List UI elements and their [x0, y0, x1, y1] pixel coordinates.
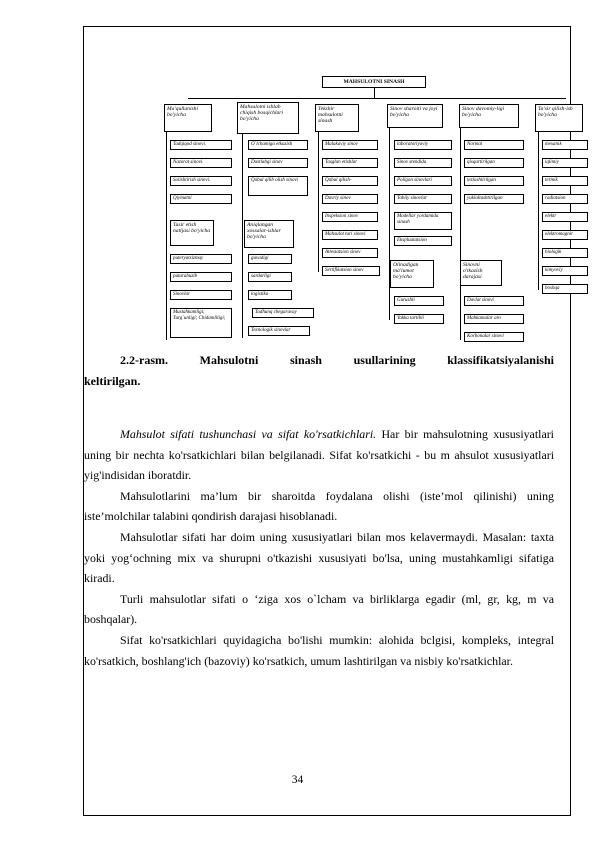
- col5-item: tezlashtirilgan: [464, 176, 524, 186]
- page-number: 34: [291, 774, 304, 786]
- col4-item: Modellar yordamida sinash: [394, 212, 452, 230]
- body-text: [84, 424, 554, 671]
- col2-item: Dastlabgi sinov: [248, 158, 308, 168]
- col6-item: iqlimiy: [542, 158, 588, 168]
- col5b-item: Davlat sinovi: [464, 296, 524, 306]
- col1-item: Qiymatni: [170, 194, 232, 204]
- classification-diagram: [160, 74, 592, 346]
- col6-item: termik: [542, 176, 588, 186]
- header-1: Ma'qullanishi bo'yicha: [164, 104, 212, 132]
- col4b-header: Olinadigan ma'lumot bo'yicha: [390, 260, 434, 288]
- col1b-header: Tasir etish natijasi bo'yicha: [170, 220, 214, 246]
- col1b-item: Mustahkamligi; Turg`unligi; Chidamliligi;: [170, 308, 232, 338]
- col2b-header: Aniqlangan xossalar-ishlar bo'yicha: [244, 220, 294, 248]
- paragraph-1-text: Har bir mahsulotning xususiyatlari uning bir nechta ko'rsatkichlari bilan belgilanadi. Sifat ko'rsatkichi - bu m ahsulot xususiyatlari yig'indisidan iboratdir.: [84, 427, 554, 483]
- col3-item: Inspeksion sinov: [322, 212, 378, 222]
- col6-item: elektromagnit: [542, 230, 588, 240]
- col3-item: Davriy sinov: [322, 194, 378, 204]
- col1-item: Nazorat sinovi.: [170, 158, 232, 168]
- figure-caption: [84, 350, 554, 391]
- header-5: Sinov davomiy-ligi bo'yicha: [459, 104, 519, 128]
- col3-item: Mahsulot turi sinovi: [322, 230, 378, 240]
- col6-item: biologik: [542, 248, 588, 258]
- col2-item: O`lchamiga etkazish: [248, 140, 308, 150]
- col1b-item: puturabuzib: [170, 272, 232, 282]
- col3-item: Qabul qilish-: [322, 176, 378, 186]
- col3-item: Sertifikatsion sinov: [322, 266, 380, 276]
- col4-item: Poligon sinovlari: [394, 176, 452, 186]
- col4-item: laboratoriyaviy: [394, 140, 452, 150]
- col1-item: Tadqiqod sinovi.: [170, 140, 232, 150]
- diagram-title: MAHSULOTNI SINASH: [322, 76, 426, 88]
- paragraph-2: Mahsulotlarini ma’lum bir sharoitda foydalana olishi (iste’mol qilinishi) uning iste’molchilar talabini qondirish darajasi hisoblanadi.: [84, 488, 554, 524]
- section-heading: Mahsulot sifati tushunchasi va sifat ko'rsatkichlari.: [120, 427, 377, 441]
- col4b-item: Yakka tartibli: [394, 314, 444, 324]
- col1b-item: puteryatsizmay: [170, 254, 232, 264]
- header-3: Tekshir mahsulotni sinash: [315, 104, 359, 132]
- col5b-item: Mahkamalar aro: [464, 314, 524, 324]
- col5b-header: Sinovni o'tkazish darajasi: [460, 260, 502, 286]
- col6-item: boshqa: [542, 284, 588, 294]
- col5-item: yuklaltashtirilgan: [464, 194, 524, 204]
- col1-item: Solishtirish sinovi.: [170, 176, 232, 186]
- col5-item: Normal: [464, 140, 524, 150]
- col2b-item: Tadhunq chegaravay: [252, 308, 314, 318]
- header-4: Sinov sharoiti va joyi bo'yicha: [387, 104, 443, 128]
- col4-item: Ekspluatatsion: [394, 236, 452, 246]
- col6-item: elektr: [542, 212, 588, 222]
- col3-item: Malakaviy sinov: [322, 140, 378, 150]
- col1b-item: Sinovlar: [170, 290, 232, 300]
- col2b-item: Texnologik sinovlar: [248, 326, 310, 336]
- paragraph-3: Mahsulotlar sifati har doim uning xususiyatlari bilan mos kelavermaydi. Masalan: taxta yoki yog‘ochning mix va shurupni o'tkazishi xususiyati bo'lsa, uning mustahkamligi sifatiga kiradi.: [84, 529, 554, 586]
- col5-item: qisqartirilgan: [464, 158, 524, 168]
- col6-item: radiatsion: [542, 194, 588, 204]
- col4b-item: Gurushli: [394, 296, 444, 306]
- paragraph-1: [84, 424, 554, 486]
- col5b-item: Korhonalar sinovi: [464, 332, 524, 342]
- caption-word: Mahsulotni: [199, 353, 259, 367]
- caption-word: sinash: [289, 353, 322, 367]
- caption-word: usullarining: [353, 353, 416, 367]
- col6-item: mexanik: [542, 140, 588, 150]
- caption-word: 2.2-rasm.: [120, 353, 168, 367]
- caption-line2: keltirilgan.: [84, 373, 141, 388]
- col3-item: Tasglan etishlar: [322, 158, 378, 168]
- header-6: Ta'sir qilish-ish bo'yicha: [535, 104, 583, 132]
- col2b-item: sardarligi: [248, 272, 292, 282]
- col4-item: Sinov stendida: [394, 158, 452, 168]
- col4-item: Tabiiy sinovlar: [394, 194, 452, 204]
- col3-item: Attestatsion sinov: [322, 248, 378, 258]
- header-2: Mahsulotni ishlab chiqish bosqichlari bo'yicha: [237, 102, 299, 134]
- col2b-item: logistika: [248, 290, 292, 300]
- col2b-item: guvadigi: [248, 254, 292, 264]
- paragraph-4: Turli mahsulotlar sifati o ‘ziga xos o`lcham va birliklarga egadir (ml, gr, kg, m va boshqalar).: [84, 591, 554, 627]
- paragraph-5: Sifat ko'rsatkichlari quyidagicha bo'lishi mumkin: alohida bclgisi, kompleks, integral ko'rsatkich, boshlang'ich (bazoviy) ko'rsatkich, umum lashtirilgan va nisbiy ko'rsatkichlar.: [84, 632, 554, 668]
- col2-item: Qabul qilib olish sinovi: [248, 176, 308, 196]
- caption-word: klassifikatsiyalanishi: [447, 353, 554, 367]
- col6-item: kimyoviy: [542, 266, 588, 276]
